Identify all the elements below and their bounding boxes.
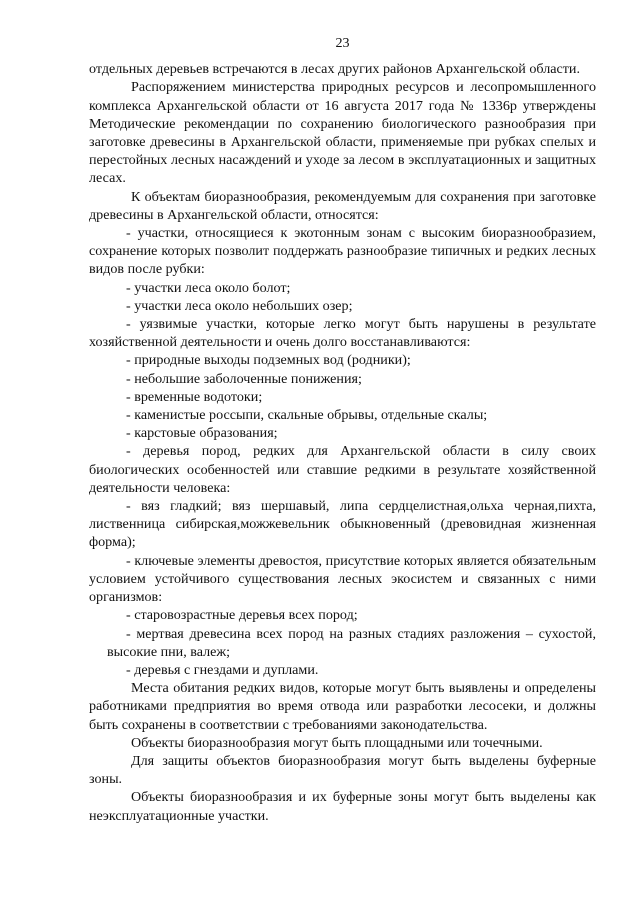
- document-page: [89, 34, 596, 825]
- paragraph: Для защиты объектов биоразнообразия могут быть выделены буферные зоны.: [89, 752, 596, 788]
- paragraph: - карстовые образования;: [126, 425, 278, 442]
- paragraph: - природные выходы подземных вод (родники);: [126, 352, 411, 369]
- paragraph: - уязвимые участки, которые легко могут быть нарушены в результате хозяйственной деятельности и очень долго восстанавливаются:: [89, 316, 596, 351]
- paragraph: Распоряжением министерства природных ресурсов и лесопромышленного комплекса Архангельской области от 16 августа 2017 года № 1336р утверждены Методические рекомендации по сохранению биологического разнообразия при заготовке древесины в Архангельской области, применяемые при рубках спелых и перестойных лесных насаждений и уходе за лесом в эксплуатационных и защитных лесах.: [89, 79, 596, 187]
- paragraph: - мертвая древесина всех пород на разных стадиях разложения – сухостой, высокие пни, валеж;: [107, 625, 596, 660]
- paragraph: Места обитания редких видов, которые могут быть выявлены и определены работниками предприятия во время отвода или разработки лесосеки, и должны быть сохранены в соответствии с требованиями законодательства.: [89, 680, 596, 733]
- paragraph: - ключевые элементы древостоя, присутствие которых является обязательным условием устойчивого существования лесных экосистем и связанных с ними организмов:: [89, 552, 596, 606]
- paragraph: - временные водотоки;: [126, 388, 263, 405]
- paragraph: отдельных деревьев встречаются в лесах других районов Архангельской области.: [89, 61, 580, 78]
- paragraph: - деревья пород, редких для Архангельской области в силу своих биологических особенностей или ставшие редкими в результате хозяйственной деятельности человека:: [89, 443, 596, 496]
- paragraph: - каменистые россыпи, скальные обрывы, отдельные скалы;: [126, 407, 488, 424]
- paragraph: - небольшие заболоченные понижения;: [126, 370, 362, 387]
- paragraph: - участки леса около небольших озер;: [126, 297, 353, 314]
- paragraph: - вяз гладкий; вяз шершавый, липа сердцелистная,ольха черная,пихта, лиственница сибирская,можжевельник обыкновенный (древовидная жизненная форма);: [89, 498, 596, 551]
- document-body: [89, 60, 596, 825]
- paragraph: - участки, относящиеся к экотонным зонам с высоким биоразнообразием, сохранение которых позволит поддержать разнообразие типичных и редких лесных видов после рубки:: [89, 225, 596, 278]
- page-number: 23: [335, 35, 350, 51]
- paragraph: Объекты биоразнообразия и их буферные зоны могут быть выделены как неэксплуатационные участки.: [89, 789, 596, 824]
- paragraph: Объекты биоразнообразия могут быть площадными или точечными.: [131, 734, 543, 751]
- paragraph: - участки леса около болот;: [126, 279, 291, 296]
- paragraph: - деревья с гнездами и дуплами.: [126, 661, 319, 678]
- paragraph: - старовозрастные деревья всех пород;: [126, 607, 358, 624]
- paragraph: К объектам биоразнообразия, рекомендуемым для сохранения при заготовке древесины в Архангельской области, относятся:: [89, 188, 596, 223]
